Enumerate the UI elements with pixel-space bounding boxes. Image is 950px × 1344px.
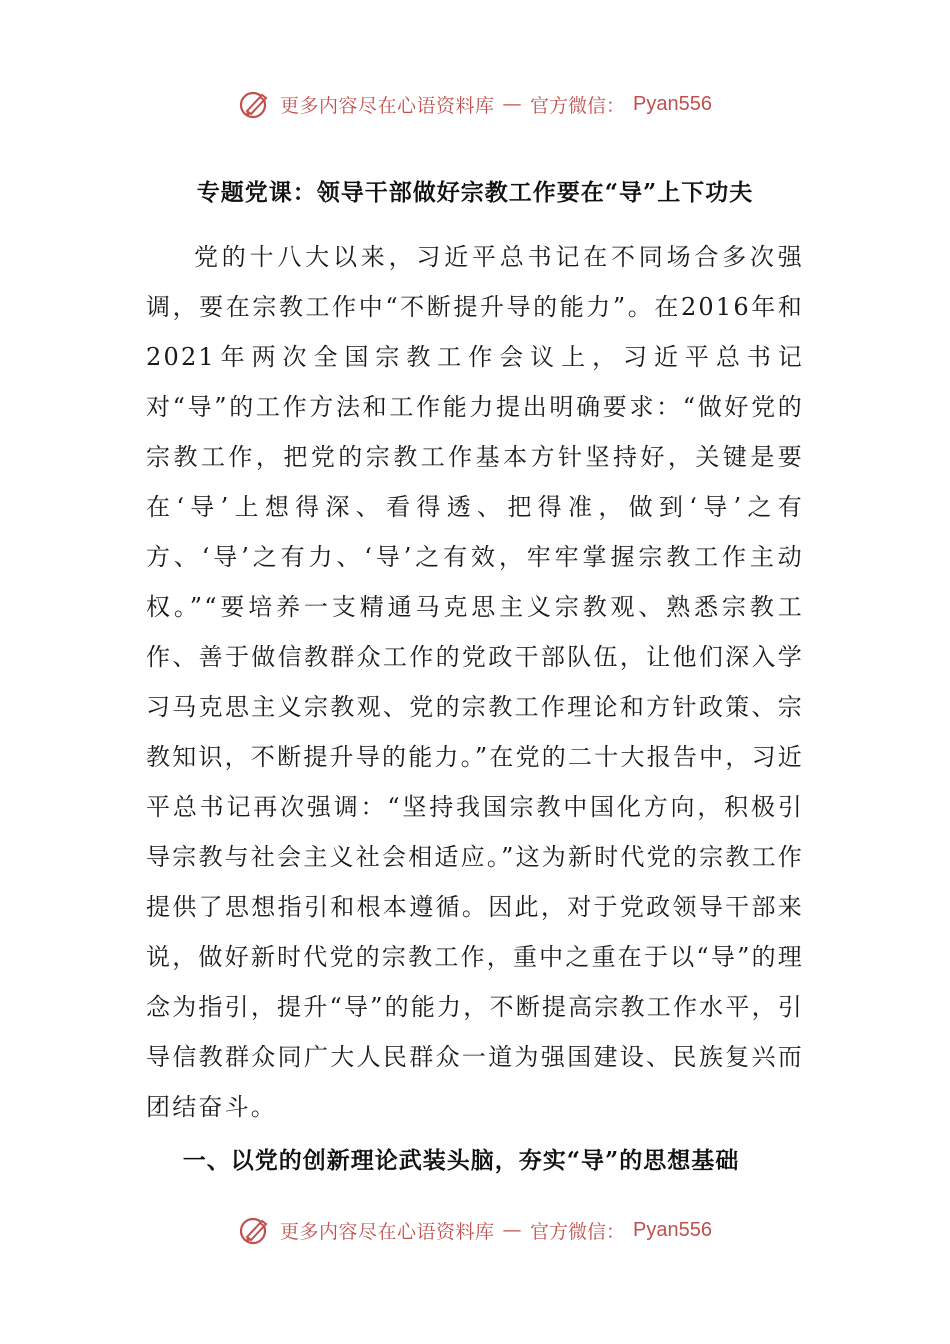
document-title: 专题党课：领导干部做好宗教工作要在“导”上下功夫 [196, 179, 754, 206]
section-heading: 一、以党的创新理论武装头脑，夯实“导”的思想基础 [182, 1147, 740, 1174]
banner-separator: — [502, 93, 523, 115]
banner-wechat-id: Pyan556 [633, 92, 712, 115]
banner-text: 更多内容尽在心语资料库 [280, 94, 495, 117]
pen-circle-icon [238, 1213, 272, 1247]
banner-separator: — [502, 1219, 523, 1241]
header-banner [0, 84, 950, 124]
footer-banner [0, 1210, 950, 1250]
banner-wechat-id: Pyan556 [633, 1218, 712, 1241]
banner-wechat-label: 官方微信： [530, 94, 626, 117]
banner-wechat-label: 官方微信： [530, 1220, 626, 1243]
body-paragraph: 党的十八大以来，习近平总书记在不同场合多次强调，要在宗教工作中“不断提升导的能力”。在2016年和2021年两次全国宗教工作会议上，习近平总书记对“导”的工作方法和工作能力提出明确要求：“做好党的宗教工作，把党的宗教工作基本方针坚持好，关键是要在‘导’上想得深、看得透、把得准，做到‘导’之有方、‘导’之有力、‘导’之有效，牢牢掌握宗教工作主动权。”“要培养一支精通马克思主义宗教观、熟悉宗教工作、善于做信教群众工作的党政干部队伍，让他们深入学习马克思主义宗教观、党的宗教工作理论和方针政策、宗教知识，不断提升导的能力。”在党的二十大报告中，习近平总书记再次强调：“坚持我国宗教中国化方向，积极引导宗教与社会主义社会相适应。”这为新时代党的宗教工作提供了思想指引和根本遵循。因此，对于党政领导干部来说，做好新时代党的宗教工作，重中之重在于以“导”的理念为指引，提升“导”的能力，不断提高宗教工作水平，引导信教群众同广大人民群众一道为强国建设、民族复兴而团结奋斗。 [146, 243, 804, 1121]
banner-text: 更多内容尽在心语资料库 [280, 1220, 495, 1243]
pen-circle-icon [238, 87, 272, 121]
